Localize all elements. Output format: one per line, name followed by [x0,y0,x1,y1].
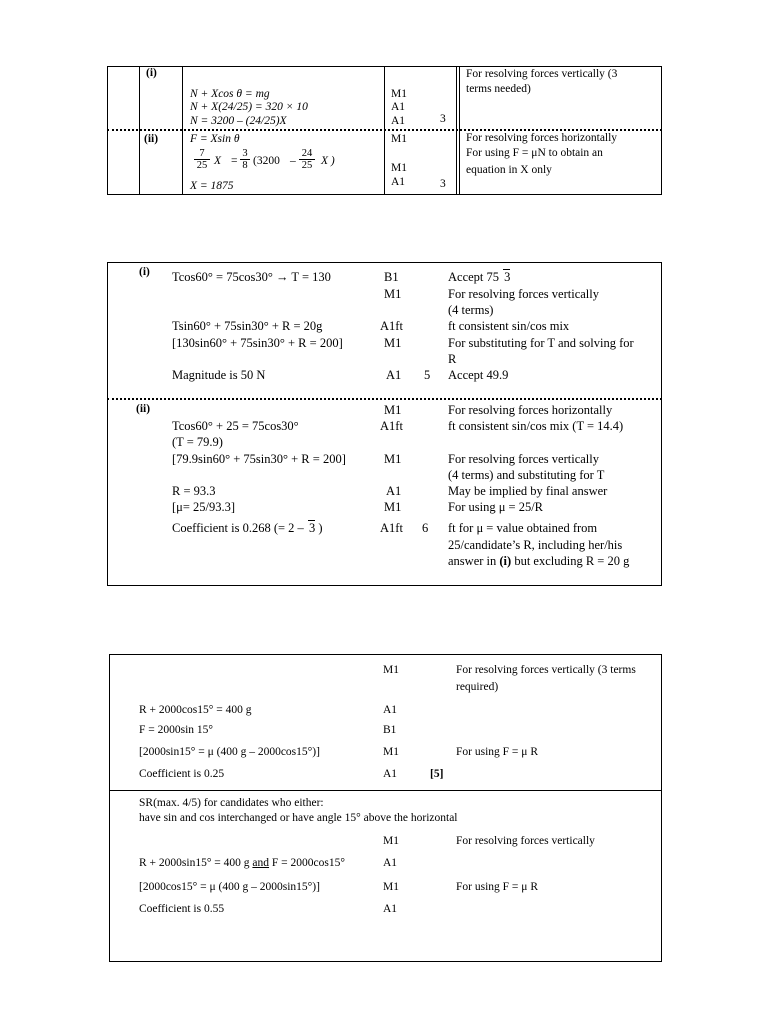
q3-sr-work: [2000cos15° = μ (400 g – 2000sin15°)] [139,881,320,893]
q2-ii-work: (T = 79.9) [172,435,223,449]
fraction: $\frac{24}{25}$ [299,148,315,171]
q2-i-mark: A1ft [380,319,403,333]
q3-mark: M1 [383,746,399,758]
q3-sr-line: SR(max. 4/5) for candidates who either: [139,797,324,809]
eq-sign: = [231,155,238,167]
q3-mark: A1 [383,704,398,716]
q2-i-work: [130sin60° + 75sin30° + R = 200] [172,336,343,350]
q1-i-mark: M1 [391,88,407,100]
q3-sr-work: R + 2000sin15° = 400 g and F = 2000cos15° [139,857,345,869]
q1-i-line: N = 3200 – (24/25)X [190,115,287,127]
q3-sr-mark: A1 [383,903,398,915]
eq-sign: – [290,155,296,167]
q2-ii-work: R = 93.3 [172,484,216,498]
q2-ii-mark: A1 [386,484,402,498]
q2-i-note: For substituting for T and solving for [448,336,634,350]
q3-sr-mark: M1 [383,835,399,847]
q1-part-i-label: (i) [146,67,157,79]
fraction: $\frac{7}{25}$ [194,148,210,171]
q1-i-total: 3 [440,113,446,125]
q3-sr-mark: M1 [383,881,399,893]
q3-work: R + 2000cos15° = 400 g [139,704,252,716]
q2-i-mark: M1 [384,336,402,350]
q3-note: For resolving forces vertically (3 terms [456,664,636,676]
q1-ii-line1: F = Xsin θ [190,133,240,145]
q1-ii-mark: A1 [391,176,406,188]
q1-ii-total: 3 [440,178,446,190]
q3-work: F = 2000sin 15° [139,724,214,736]
q1-i-note: For resolving forces vertically (3 [466,68,618,80]
q1-i-line: N + Xcos θ = mg [190,88,270,100]
q2-i-total: 5 [424,368,431,382]
eq-term: X [214,155,222,167]
q2-i-work: Magnitude is 50 N [172,368,266,382]
q2-ii-mark: M1 [384,452,402,466]
q2-i-note: For resolving forces vertically [448,287,599,301]
q1-i-mark: A1 [391,115,406,127]
q1-i-line: N + X(24/25) = 320 × 10 [190,101,308,113]
q2-ii-note: answer in (i) but excluding R = 20 g [448,554,630,568]
q2-ii-note: 25/candidate’s R, including her/his [448,538,623,552]
q3-work: Coefficient is 0.25 [139,768,225,780]
q2-ii-mark: M1 [384,500,402,514]
q3-work: [2000sin15° = μ (400 g – 2000cos15°)] [139,746,320,758]
q3-sr-mark: A1 [383,857,398,869]
q3-mark: B1 [383,724,397,736]
q2-i-note: Accept 75 3 [448,270,511,284]
q1-i-mark: A1 [391,101,406,113]
eq-term: X ) [321,155,335,167]
q3-sr-note: For using F = μ R [456,881,538,893]
q3-mark: A1 [383,768,398,780]
q2-ii-note: For resolving forces horizontally [448,403,613,417]
q3-total: [5] [430,768,444,780]
q3-note: required) [456,681,499,693]
q3-note: For using F = μ R [456,746,538,758]
q2-part-ii-label: (ii) [136,403,151,415]
eq-term: (3200 [253,155,280,167]
q3-sr-note: For resolving forces vertically [456,835,595,847]
q1-ii-mark: M1 [391,133,407,145]
q2-ii-note: May be implied by final answer [448,484,608,498]
q2-ii-note: (4 terms) and substituting for T [448,468,605,482]
q2-i-note: Accept 49.9 [448,368,509,382]
q2-i-note: R [448,352,457,366]
q2-ii-note: For resolving forces vertically [448,452,599,466]
q2-i-mark: M1 [384,287,402,301]
q2-ii-mark: M1 [384,403,402,417]
q2-part-i-label: (i) [139,266,150,278]
q2-ii-mark: A1ft [380,419,403,433]
q1-ii-line3: X = 1875 [190,180,234,192]
q3-mark: M1 [383,664,399,676]
q2-i-mark: A1 [386,368,402,382]
q2-ii-work: Coefficient is 0.268 (= 2 – 3 ) [172,521,323,535]
q2-ii-work: Tcos60° + 25 = 75cos30° [172,419,299,433]
q3-sr-line: have sin and cos interchanged or have angle 15° above the horizontal [139,812,458,824]
q2-ii-mark: A1ft [380,521,403,535]
q2-ii-note: For using μ = 25/R [448,500,544,514]
q1-ii-note: equation in X only [466,164,552,176]
q2-ii-work: [μ= 25/93.3] [172,500,236,514]
q1-i-note: terms needed) [466,83,531,95]
fraction: $\frac{3}{8}$ [240,148,250,171]
q1-part-ii-label: (ii) [144,133,159,145]
q2-i-note: ft consistent sin/cos mix [448,319,570,333]
q2-ii-note: ft consistent sin/cos mix (T = 14.4) [448,419,624,433]
q2-ii-work: [79.9sin60° + 75sin30° + R = 200] [172,452,346,466]
q1-ii-note: For using F = μN to obtain an [466,147,603,159]
q2-i-work: Tsin60° + 75sin30° + R = 20g [172,319,323,333]
q1-ii-mark: M1 [391,162,407,174]
q1-ii-note: For resolving forces horizontally [466,132,618,144]
q2-ii-total: 6 [422,521,429,535]
q2-i-work: Tcos60° = 75cos30° → T = 130 [172,270,331,284]
q2-i-note: (4 terms) [448,303,494,317]
q2-ii-note: ft for μ = value obtained from [448,521,598,535]
q3-sr-work: Coefficient is 0.55 [139,903,225,915]
q2-i-mark: B1 [384,270,399,284]
